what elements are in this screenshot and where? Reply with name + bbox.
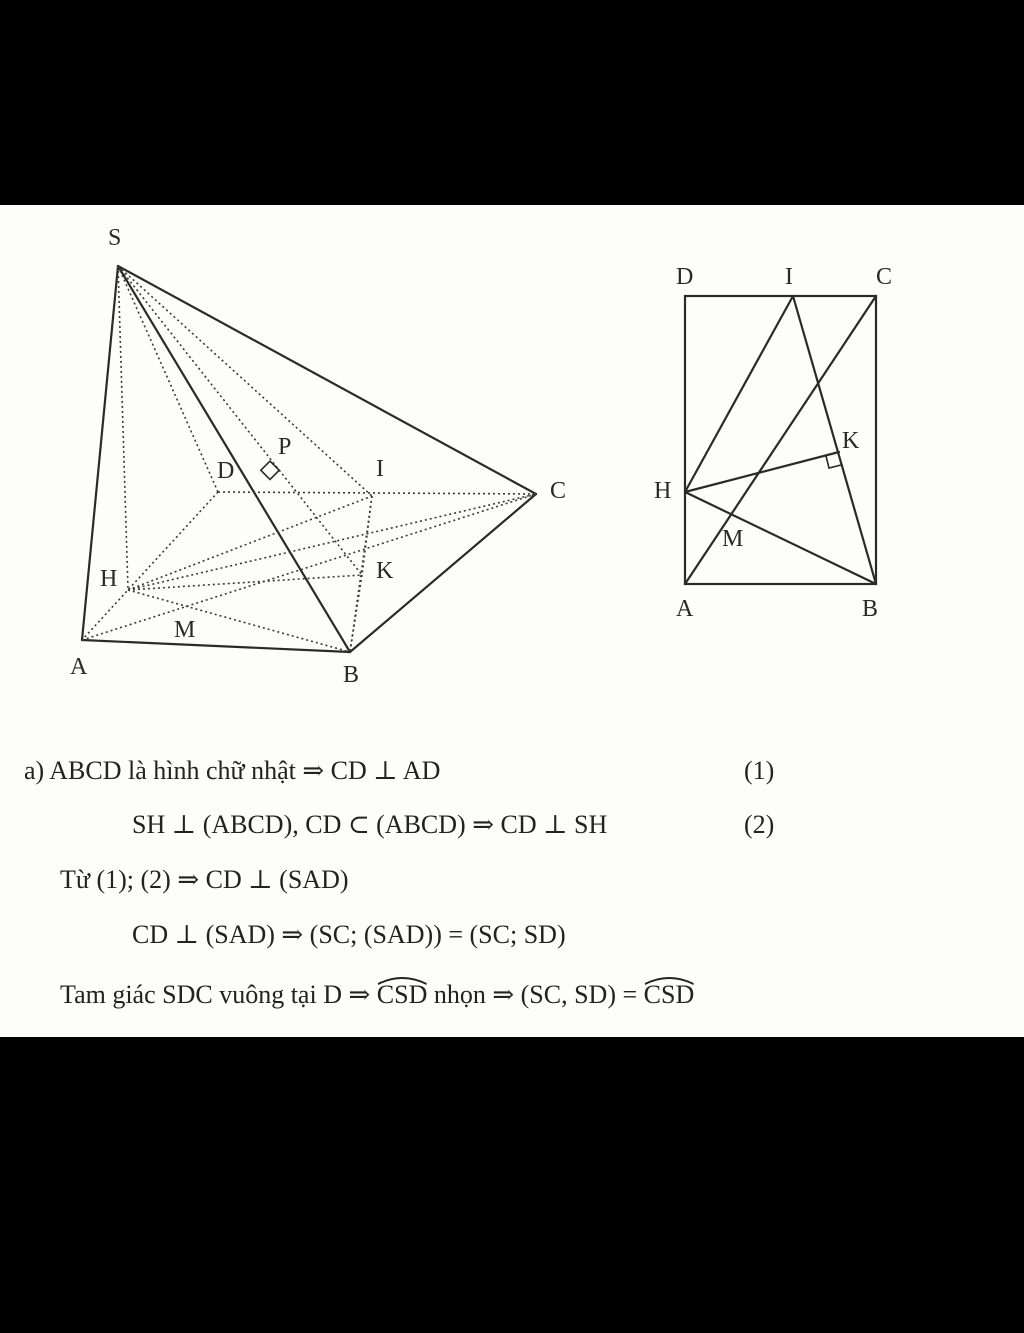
solution-line-2: SH ⊥ (ABCD), CD ⊂ (ABCD) ⇒ CD ⊥ SH — [132, 810, 608, 839]
label-B: B — [343, 662, 360, 688]
label-I-2d: I — [785, 264, 793, 290]
label-A-2d: A — [676, 596, 694, 622]
reference-1: (1) — [744, 756, 775, 785]
label-B-2d: B — [862, 596, 879, 622]
label-H: H — [100, 566, 118, 592]
angle-csd-2: CSD — [643, 980, 695, 1009]
reference-2: (2) — [744, 810, 775, 839]
label-I: I — [376, 456, 384, 482]
label-D: D — [217, 458, 235, 484]
solution-line-4: CD ⊥ (SAD) ⇒ (SC; (SAD)) = (SC; SD) — [132, 920, 566, 949]
label-H-2d: H — [654, 478, 672, 504]
label-M: M — [174, 617, 196, 643]
pyramid-figure — [70, 225, 566, 688]
label-D-2d: D — [676, 264, 694, 290]
label-A: A — [70, 654, 88, 680]
label-M-2d: M — [722, 526, 744, 552]
label-S: S — [108, 225, 122, 251]
line5-part2: nhọn ⇒ (SC, SD) = — [433, 980, 638, 1009]
solution-line-5 — [60, 980, 694, 1010]
solution-line-3: Từ (1); (2) ⇒ CD ⊥ (SAD) — [60, 865, 349, 894]
label-P: P — [278, 434, 292, 460]
label-K-2d: K — [842, 428, 860, 454]
label-K: K — [376, 558, 394, 584]
angle-csd-1: CSD — [376, 980, 428, 1009]
solution-line-1: a) ABCD là hình chữ nhật ⇒ CD ⊥ AD — [24, 756, 441, 785]
label-C: C — [550, 478, 567, 504]
rectangle-figure — [654, 264, 892, 622]
line5-part1: Tam giác SDC vuông tại D ⇒ — [60, 980, 371, 1009]
label-C-2d: C — [876, 264, 893, 290]
